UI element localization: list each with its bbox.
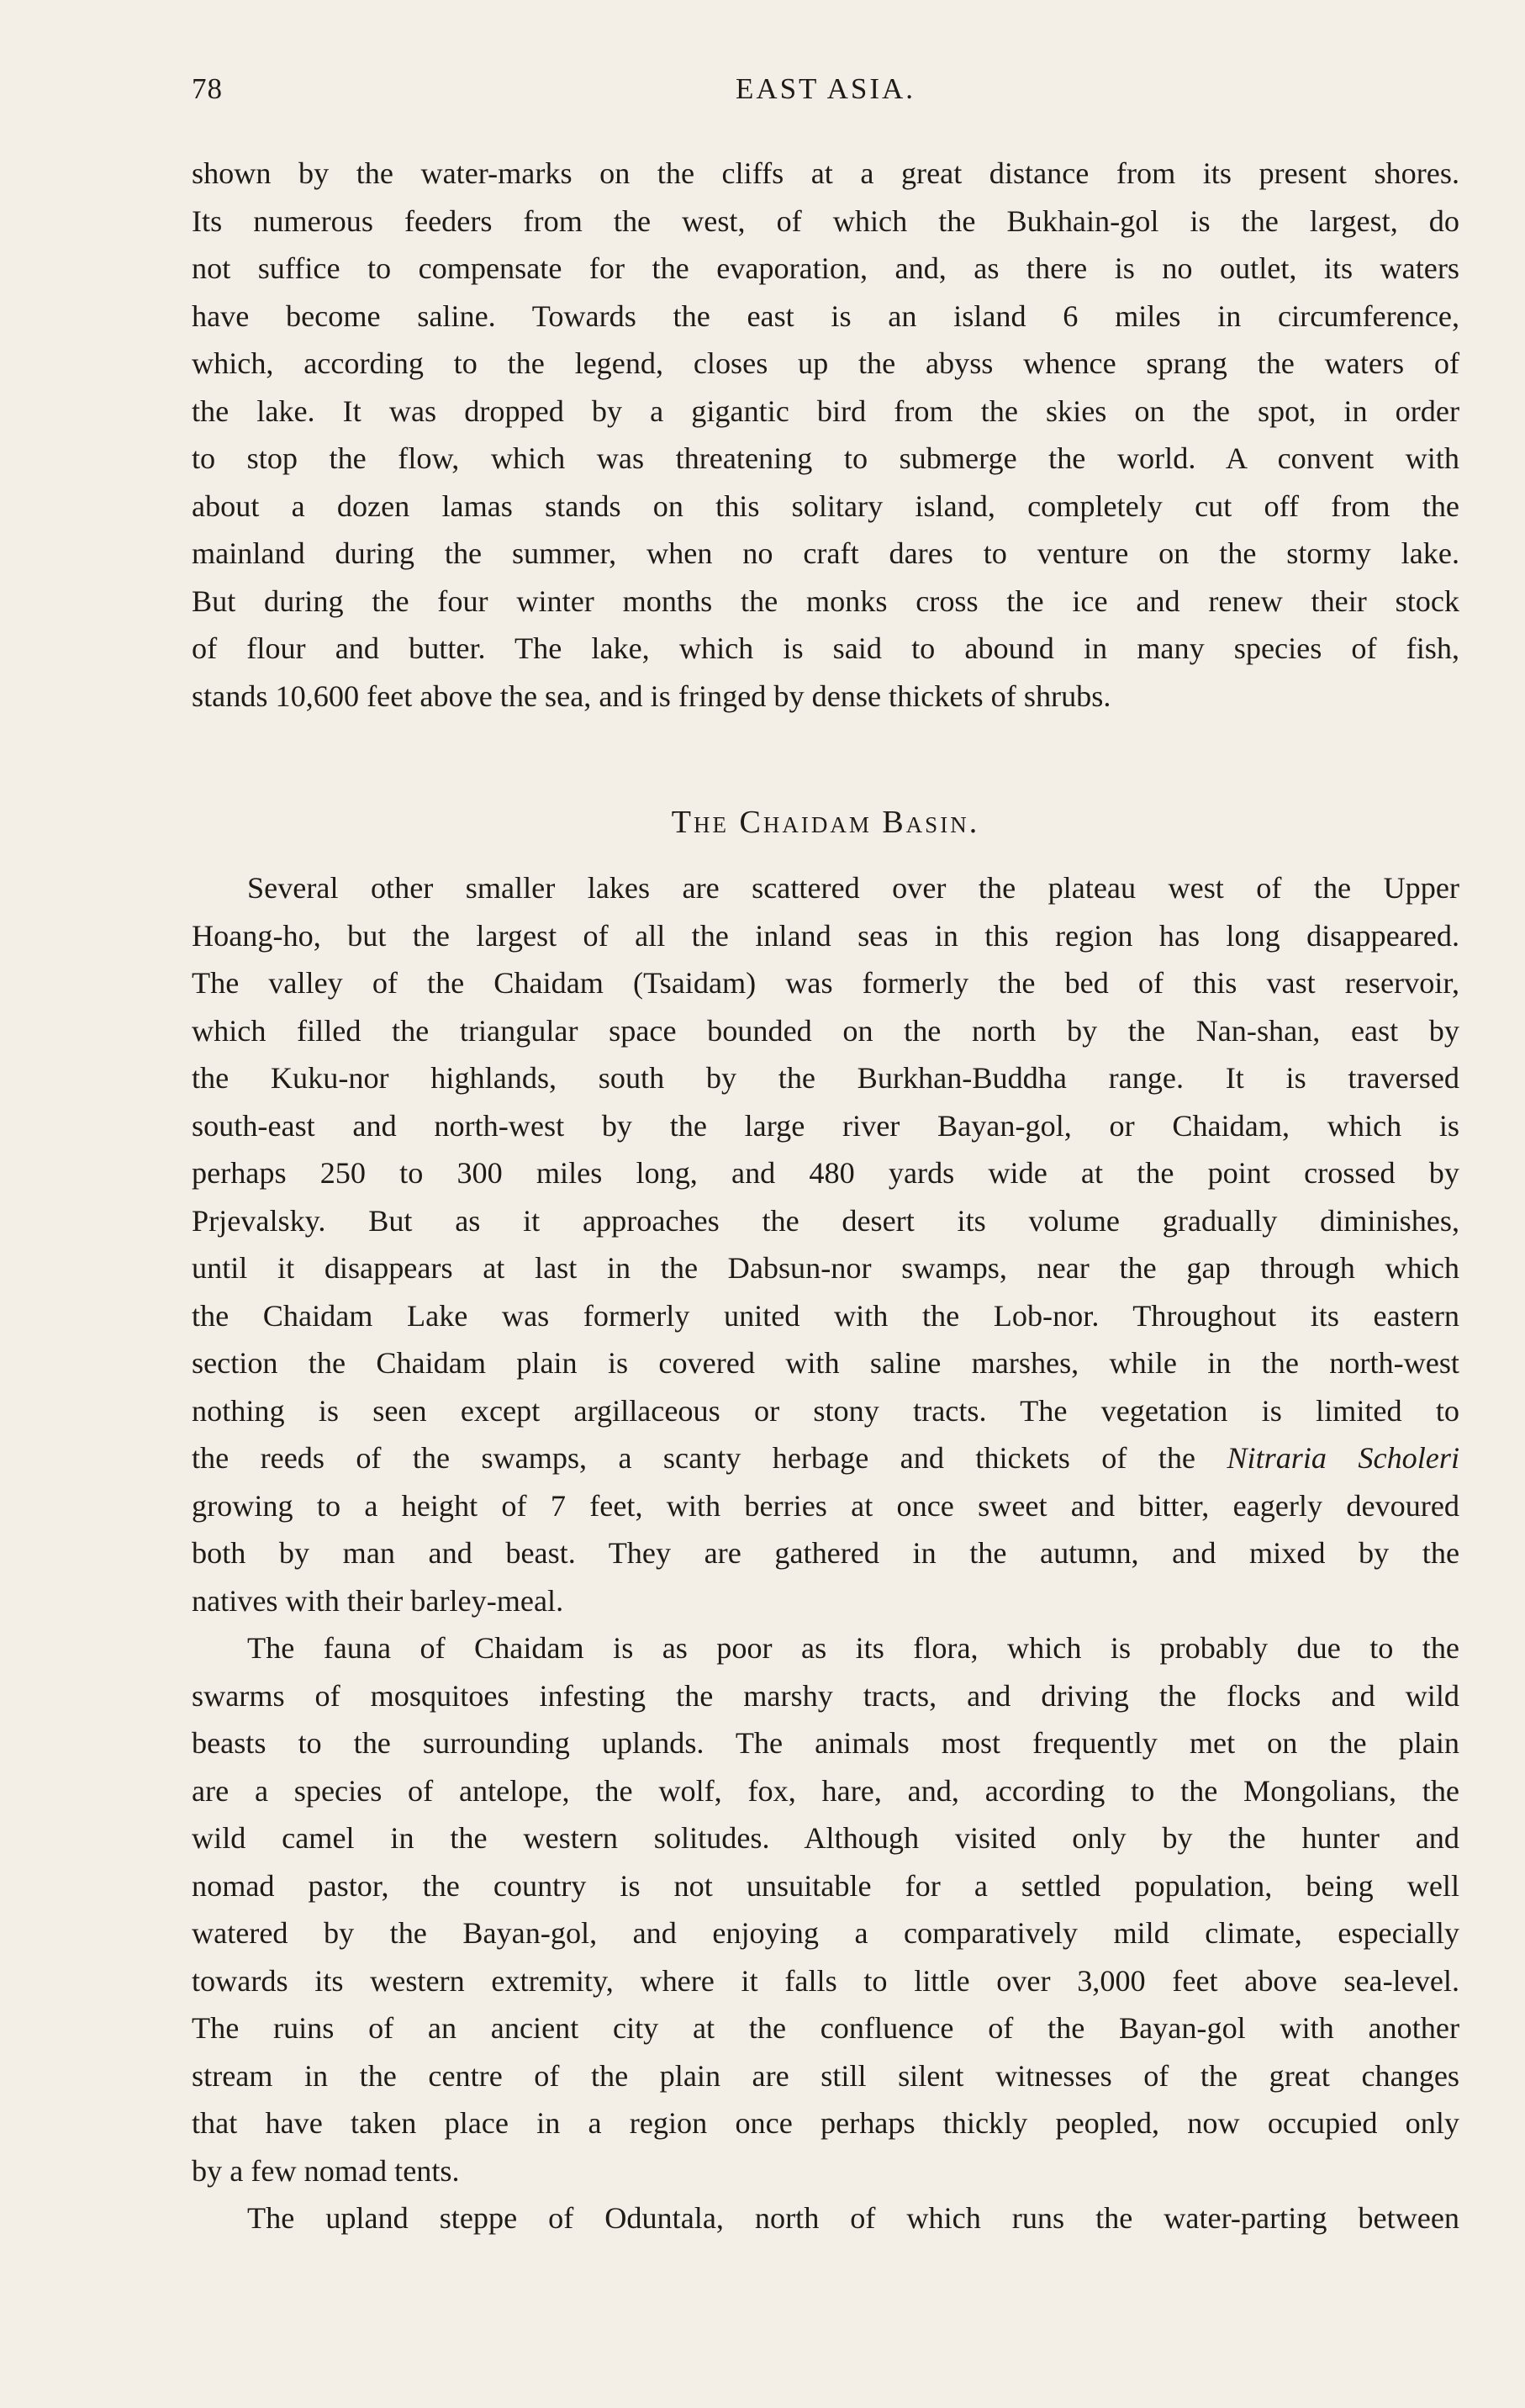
text-line: wild camel in the western solitudes. Although visited only by the hunter and bbox=[192, 1821, 1459, 1855]
text-line: mainland during the summer, when no craft dares to venture on the stormy lake. bbox=[192, 536, 1459, 570]
section-title: The Chaidam Basin. bbox=[671, 805, 980, 840]
page-header bbox=[192, 72, 1459, 114]
page-number: 78 bbox=[192, 72, 223, 105]
text-line: swarms of mosquitoes infesting the marshy tracts, and driving the flocks and wild bbox=[192, 1678, 1459, 1713]
text-line: are a species of antelope, the wolf, fox, hare, and, according to the Mongolians, the bbox=[192, 1773, 1459, 1808]
text-line: that have taken place in a region once perhaps thickly peopled, now occupied only bbox=[192, 2106, 1459, 2140]
text-line: The ruins of an ancient city at the confluence of the Bayan-gol with another bbox=[192, 2011, 1459, 2045]
text-line: the Chaidam Lake was formerly united with the Lob-nor. Throughout its eastern bbox=[192, 1298, 1459, 1333]
text-line: by a few nomad tents. bbox=[192, 2153, 460, 2188]
text-run: the reeds of the swamps, a scanty herbage and thickets of the bbox=[192, 1441, 1195, 1475]
text-line: about a dozen lamas stands on this solitary island, completely cut off from the bbox=[192, 488, 1459, 523]
text-line: Its numerous feeders from the west, of which the Bukhain-gol is the largest, do bbox=[192, 203, 1459, 238]
text-line: The fauna of Chaidam is as poor as its flora, which is probably due to the bbox=[247, 1631, 1459, 1665]
species-name: Nitraria Scholeri bbox=[1227, 1441, 1460, 1475]
text-line: not suffice to compensate for the evaporation, and, as there is no outlet, its waters bbox=[192, 251, 1459, 285]
text-line: shown by the water-marks on the cliffs at a great distance from its present shores. bbox=[192, 156, 1459, 190]
text-line: Several other smaller lakes are scattered over the plateau west of the Upper bbox=[247, 871, 1459, 905]
text-line: both by man and beast. They are gathered in the autumn, and mixed by the bbox=[192, 1536, 1459, 1570]
text-line: The valley of the Chaidam (Tsaidam) was formerly the bed of this vast reservoir, bbox=[192, 966, 1459, 1000]
text-line bbox=[192, 1434, 1459, 1481]
text-line: have become saline. Towards the east is an island 6 miles in circumference, bbox=[192, 298, 1459, 333]
text-line: which, according to the legend, closes up the abyss whence sprang the waters of bbox=[192, 346, 1459, 380]
text-line: natives with their barley-meal. bbox=[192, 1583, 564, 1618]
text-line: perhaps 250 to 300 miles long, and 480 yards wide at the point crossed by bbox=[192, 1156, 1459, 1190]
text-line: stream in the centre of the plain are still silent witnesses of the great changes bbox=[192, 2058, 1459, 2093]
text-line: growing to a height of 7 feet, with berries at once sweet and bitter, eagerly devoured bbox=[192, 1488, 1459, 1523]
text-line: the lake. It was dropped by a gigantic bird from the skies on the spot, in order bbox=[192, 393, 1459, 428]
text-line: nomad pastor, the country is not unsuitable for a settled population, being well bbox=[192, 1868, 1459, 1903]
text-line: of flour and butter. The lake, which is said to abound in many species of fish, bbox=[192, 631, 1459, 665]
text-line: watered by the Bayan-gol, and enjoying a comparatively mild climate, especially bbox=[192, 1916, 1459, 1950]
text-line: Hoang-ho, but the largest of all the inland seas in this region has long disappeared. bbox=[192, 918, 1459, 953]
text-line: towards its western extremity, where it falls to little over 3,000 feet above sea-level. bbox=[192, 1963, 1459, 1998]
text-line: Prjevalsky. But as it approaches the desert its volume gradually diminishes, bbox=[192, 1203, 1459, 1238]
running-head: EAST ASIA. bbox=[735, 72, 916, 105]
text-line: But during the four winter months the monks cross the ice and renew their stock bbox=[192, 584, 1459, 618]
text-line: to stop the flow, which was threatening to submerge the world. A convent with bbox=[192, 441, 1459, 475]
text-line: which filled the triangular space bounded on the north by the Nan-shan, east by bbox=[192, 1013, 1459, 1048]
text-line: The upland steppe of Oduntala, north of which runs the water-parting between bbox=[247, 2201, 1459, 2235]
text-line: section the Chaidam plain is covered with saline marshes, while in the north-west bbox=[192, 1346, 1459, 1380]
text-line: until it disappears at last in the Dabsun-nor swamps, near the gap through which bbox=[192, 1251, 1459, 1285]
text-line: the Kuku-nor highlands, south by the Burkhan-Buddha range. It is traversed bbox=[192, 1061, 1459, 1095]
text-line: stands 10,600 feet above the sea, and is fringed by dense thickets of shrubs. bbox=[192, 679, 1111, 713]
text-line: nothing is seen except argillaceous or stony tracts. The vegetation is limited to bbox=[192, 1393, 1459, 1428]
text-line: beasts to the surrounding uplands. The animals most frequently met on the plain bbox=[192, 1726, 1459, 1760]
text-line: south-east and north-west by the large river Bayan-gol, or Chaidam, which is bbox=[192, 1108, 1459, 1143]
